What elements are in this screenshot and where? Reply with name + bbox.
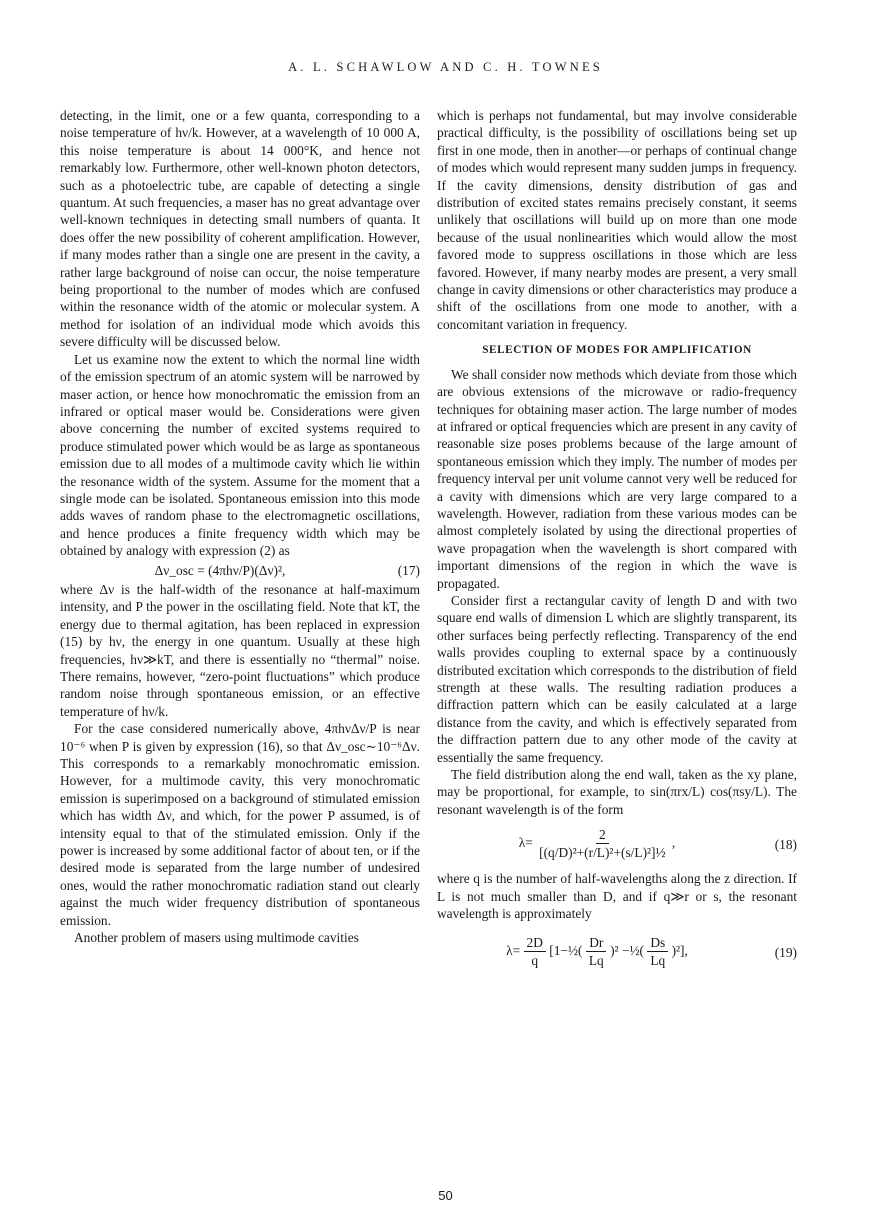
paragraph: where Δν is the half-width of the resonance at half-maximum intensity, and P the power in the oscillating field. Note that kT, the energy due to thermal agitation, has been replaced in expression (15) by hν, the energy in one quantum. Usually at these high frequencies, hν≫kT, and there is essentially no “thermal” noise. There remains, however, “zero-point fluctuations” which produce random noise through spontaneous emission, or an effective temperature of hν/k. [60, 581, 420, 719]
right-column [437, 107, 797, 982]
equation-bracket-close: )²], [671, 943, 688, 959]
equation-17 [60, 562, 420, 579]
paragraph: For the case considered numerically above, 4πhνΔν/P is near 10⁻⁶ when P is given by expression (16), so that Δν_osc∼10⁻⁶Δν. This corresponds to a remarkably monochromatic emission. However, for a multimode cavity, this very monochromatic emission is superimposed on a background of stimulated emission which has width Δν, and which, for the power P assumed, is of intensity equal to that of the stimulated emission. Only if the power is increased by some additional factor of about ten, or if the desired mode is separated from the large number of undesired ones, would the rather monochromatic radiation stand out clearly against the much wider frequency distribution of spontaneous emission. [60, 721, 420, 928]
equation-18 [437, 820, 797, 868]
paragraph: where q is the number of half-wavelengths along the z direction. If L is not much smaller than D, and if q≫r or s, the resonant wavelength is approximately [437, 871, 797, 922]
fraction-denominator: Lq [588, 953, 604, 969]
fraction-numerator: 2 [596, 827, 609, 844]
paragraph: Consider first a rectangular cavity of length D and with two square end walls of dimension L which are slightly transparent, its other surfaces being perfectly reflecting. Transparency of the end walls provides coupling to external space by a continuously distributed excitation which corresponds to the distribution of field strength at these walls. The resulting radiation produces a diffraction pattern which can be easily calculated at a large distance from the cavity, and which is effectively separated from the diffraction pattern due to any other mode of the cavity at essentially the same frequency. [437, 592, 797, 765]
section-heading: SELECTION OF MODES FOR AMPLIFICATION [482, 344, 752, 357]
equation-body [437, 827, 757, 861]
paragraph: which is perhaps not fundamental, but may involve considerable practical difficulty, is the possibility of oscillations being set up first in one mode, then in another—or perhaps of continual change of modes which would represent many sudden jumps in frequency. If the cavity dimensions, density distribution of gas and distribution of excited states remains precisely constant, it seems unlikely that oscillations will build up on more than one mode because of the usual nonlinearities which would allow the most favored mode to suppress oscillations in those which are less favored. However, if many nearby modes are present, a very small change in cavity dimensions or other characteristics may produce a shift of the oscillations from one mode to another, with a concomitant variation in frequency. [437, 108, 797, 332]
fraction [524, 935, 546, 969]
fraction [586, 935, 607, 969]
equation-lhs: λ= [506, 943, 521, 959]
left-column [60, 107, 420, 947]
page-number: 50 [438, 1188, 453, 1203]
equation-number: (17) [397, 562, 420, 578]
paragraph: We shall consider now methods which deviate from those which are obvious extensions of the microwave or radio-frequency techniques for obtaining maser action. The large number of modes at infrared or optical frequencies which are present in any cavity of reasonable size poses problems because of the large amount of spontaneous emission which they imply. The number of modes per frequency interval per unit volume cannot very well be reduced for a cavity with dimensions which are very large compared to a wavelength. However, radiation from these various modes can be almost completely isolated by using the directional properties of wave propagation when the wavelength is short compared with important dimensions of the region in which the wave is propagated. [437, 366, 797, 591]
equation-tail: , [671, 835, 676, 851]
fraction-numerator: Dr [586, 935, 606, 952]
equation-number: (19) [774, 944, 797, 960]
fraction-numerator: 2D [524, 935, 546, 952]
equation-number: (18) [774, 836, 797, 852]
running-header: A. L. SCHAWLOW AND C. H. TOWNES [288, 60, 603, 74]
paragraph: Let us examine now the extent to which the normal line width of the emission spectrum of an atomic system will be narrowed by maser action, or hence how monochromatic the emission from an infrared or optical maser would be. Considerations were given above concerning the number of excited systems required to produce stimulated power which would be as large as spontaneous emission due to all modes of a multimode cavity which lie within the resonance width of the system. Assume for the moment that a single mode can be isolated. Spontaneous emission into this mode adds waves of random phase to the electromagnetic oscillations, and hence produces a finite frequency width which may be obtained by analogy with expression (2) as [60, 351, 420, 559]
paragraph: The field distribution along the end wall, taken as the xy plane, may be proportional, for example, to sin(πrx/L) cos(πsy/L). The resonant wavelength is of the form [437, 767, 797, 817]
fraction-denominator: q [531, 953, 539, 969]
fraction [647, 935, 668, 969]
equation-lhs: λ= [518, 835, 533, 851]
equation-body [437, 935, 757, 969]
equation-middle: )² −½( [610, 943, 644, 959]
paragraph: Another problem of masers using multimode cavities [74, 930, 359, 946]
paragraph: detecting, in the limit, one or a few quanta, corresponding to a noise temperature of hν/k. However, at a wavelength of 10 000 A, this noise temperature is about 14 000°K, and hence not remarkably low. Furthermore, other well-known photon detectors, such as a photoelectric tube, are capable of detecting a single quantum. At such frequencies, a maser has no great advantage over well-known techniques in detecting small numbers of quanta. It does offer the new possibility of coherent amplification. However, if many modes rather than a single one are present in the cavity, a rather large background of noise can occur, the noise temperature being proportional to the number of modes which are confused within the resonance width of the atomic or molecular system. A method for isolation of an individual mode which avoids this severe difficulty will be discussed below. [60, 108, 420, 350]
equation-body: Δν_osc = (4πhν/P)(Δν)², [154, 562, 286, 578]
equation-19 [437, 924, 797, 980]
fraction-numerator: Ds [647, 935, 668, 952]
fraction [536, 827, 668, 861]
fraction-denominator: Lq [650, 953, 666, 969]
equation-bracket-open: [1−½( [549, 943, 583, 959]
fraction-denominator: [(q/D)²+(r/L)²+(s/L)²]½ [539, 845, 666, 861]
